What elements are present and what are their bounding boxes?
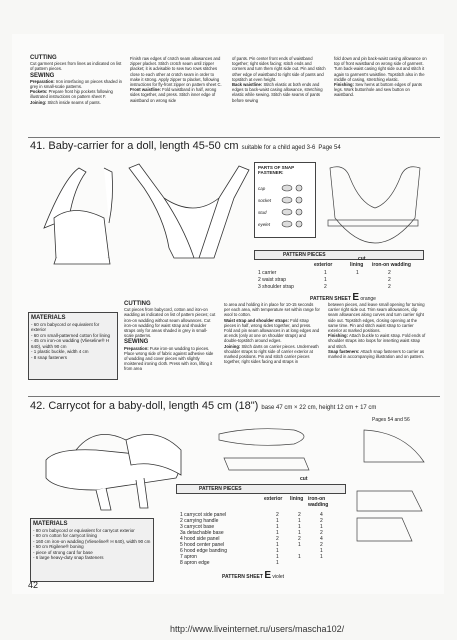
joining-text: Stitch inside seams of pants.	[47, 99, 101, 105]
s41-col-3	[224, 302, 320, 364]
page-number: 42	[28, 580, 39, 590]
pockets-label: Pockets:	[30, 89, 48, 95]
piece-exterior: 2	[324, 284, 327, 290]
s41-finishing-label: Finishing:	[328, 333, 349, 339]
carrier-illustration	[34, 158, 264, 268]
table-row	[180, 560, 344, 566]
top-col-3	[232, 56, 326, 103]
footer-url[interactable]: http://www.liveinternet.ru/users/mascha102/	[170, 624, 345, 634]
piece-lining: 1	[298, 554, 301, 560]
pattern-sheet-42-letter: E	[264, 570, 271, 581]
col-exterior-41: exterior	[314, 262, 333, 268]
col-lining-41: lining	[350, 262, 364, 268]
back-waistline-text: Stitch elastic at both ends and edges to back-waist casing allowance, stretching elastic while sewing. Stitch side seams of pants before sewing	[232, 82, 323, 103]
material-item: - 60 cm small-patterned cotton for lining	[31, 332, 111, 338]
divider-41	[28, 137, 440, 138]
top-col-1	[30, 56, 122, 105]
s41-cutting-text: Cut pieces from babycord, cotton and iron-on wadding as indicated on list of pattern pieces; cut iron-on wadding without seam allowances. Cut iron-on wadding for waist strap and shoulder straps only for areas shaded in grey in small-scale patterns.	[124, 307, 216, 339]
piece-label: 3 carrycot base	[180, 524, 215, 530]
piece-iron: 1	[320, 554, 323, 560]
col-iron-42: iron-on wadding	[308, 496, 329, 508]
s41-joining-text: Stitch darts on carrier pieces. Underneath shoulder straps to right side of carrier exterior at marked positions. Pin and stitch carrier pieces together, right sides facing and straps in	[224, 343, 319, 365]
material-item: - 1 plastic buckle, width 4 cm	[31, 349, 89, 354]
piece-label: 4 hood side panel	[180, 536, 220, 542]
materials-42-box	[30, 518, 154, 582]
s41-prep-text: Fuse iron-on wadding to pieces. Place wrong side of fabric against adhesive side of wadding and cover pieces with slightly moistened ironing cloth. Press with iron, lifting it from area	[124, 345, 214, 372]
piece-label: 1 carrier	[258, 270, 277, 276]
section-42-page-ref: Pages 54 and 56	[372, 417, 410, 423]
piece-iron: 2	[388, 270, 391, 276]
piece-label: 3a detachable base	[180, 530, 224, 536]
pattern-pieces-42-header	[176, 484, 346, 494]
pattern-pieces-41-title: PATTERN PIECES	[283, 252, 326, 258]
col3-text: of pants. Pin center front ends of waistband together; right sides facing; stitch ends and corners and turn them right side out. Pin and stitch other edge of waistband to right side of pants and topstitch at even height.	[232, 56, 326, 82]
top-instructions	[30, 56, 440, 136]
material-item: - 50 cm Rigilene® boning	[33, 544, 84, 549]
piece-lining: 1	[356, 270, 359, 276]
carrycot-illustration	[36, 420, 186, 512]
piece-lining: 1	[298, 542, 301, 548]
finishing-text: Sew hems at bottom edges of pants legs. Work buttonhole and sew button on waistband.	[334, 82, 422, 98]
s41-waist-label: Waist strap and shoulder straps:	[224, 317, 289, 323]
pattern-sheet-42	[222, 570, 284, 581]
section-42-heading: Carrycot for a baby-doll, length 45 cm (18")	[48, 400, 259, 412]
s41-snap-text: Attach snap fasteners to carrier as marked in accompanying illustration and on pattern.	[328, 348, 425, 360]
s41-finishing-text: Attach buckle to waist strap. Fold ends of shoulder straps into loops for inserting waist strap and stitch.	[328, 333, 426, 349]
sewing-heading: SEWING	[30, 72, 55, 79]
piece-label: 8 apron edge	[180, 560, 210, 566]
piece-exterior: 1	[276, 548, 279, 554]
material-item: - piece of strong card for base	[33, 549, 93, 555]
piece-label: 3 shoulder strap	[258, 284, 294, 290]
material-item: - 45 cm iron-on wadding (Vlieseline® H 640), width 90 cm	[31, 338, 110, 349]
piece-label: 1 carrycot side panel	[180, 512, 227, 518]
section-41-suffix: suitable for a child aged 3-6	[241, 145, 316, 151]
s41-sewing-heading: SEWING	[124, 339, 149, 346]
top-col-2	[130, 56, 224, 103]
s41-waist-text: Fold strap pieces in half, wrong sides together, and press. Fold and pin seam allowances in at long edges and at ends (only at one on shoulder straps) and double-topstitch around edges.	[224, 317, 320, 344]
front-waistline-label: Front waistline:	[130, 87, 161, 93]
table-row	[258, 284, 422, 290]
pattern-pieces-42-table	[180, 496, 344, 576]
piece-label: 5 hood center panel	[180, 542, 225, 548]
section-41-number: 41.	[30, 140, 46, 152]
piece-exterior: 1	[276, 554, 279, 560]
top-col-4	[334, 56, 430, 98]
material-item: - 60 cm babycord or equivalent for exterior	[31, 321, 100, 332]
pattern-sheet-41-label: PATTERN SHEET	[310, 296, 351, 302]
piece-iron: 2	[320, 518, 323, 524]
piece-lining: 2	[298, 512, 301, 518]
piece-iron: 1	[320, 548, 323, 554]
materials-41-title: MATERIALS	[31, 315, 66, 321]
snap-part-stud: stud	[258, 210, 267, 215]
col-iron-41: iron-on wadding	[372, 262, 411, 268]
pattern-sheet-41-color: orange	[360, 296, 376, 302]
material-item: - 80 cm babycord or equivalent for carrycot exterior	[33, 527, 135, 533]
s41-joining-label: Joining:	[224, 343, 241, 349]
s41-col4-text: between pieces, and leave small opening for turning carrier right side out. Trim seam allowances, clip seam allowances along curves and turn carrier right side out. Topstitch edges, closing opening at the same time. Pin and stitch waist strap to carrier exterior at marked positions.	[328, 302, 425, 334]
material-item: - 160 cm iron-on wadding (Vlieseline® H 640), width 90 cm	[33, 538, 151, 544]
piece-iron: 2	[388, 277, 391, 283]
table-row	[258, 270, 422, 276]
materials-41-box	[28, 312, 118, 380]
snap-part-cap: cap	[258, 186, 266, 191]
piece-label: 7 apron	[180, 554, 197, 560]
cut-label-41: cut	[358, 256, 366, 262]
piece-lining: 2	[298, 536, 301, 542]
section-41-page-ref: Page 54	[318, 145, 341, 151]
prep-text: Iron interfacing on pieces shaded in grey in small-scale patterns.	[30, 78, 122, 90]
piece-label: 6 hood edge banding	[180, 548, 227, 554]
section-42-suffix: base 47 cm × 22 cm, height 12 cm + 17 cm	[261, 405, 377, 411]
carrycot-pattern-diagram	[214, 422, 434, 482]
s41-snap-label: Snap fasteners:	[328, 348, 360, 354]
snap-fastener-title: PARTS OF SNAP FASTENER:	[258, 165, 295, 175]
pockets-text: Prepare front hip pockets following illustrated instructions on pattern sheet F.	[30, 89, 113, 100]
s41-cutting-heading: CUTTING	[124, 301, 151, 307]
section-41-title	[30, 140, 341, 152]
piece-iron: 4	[320, 536, 323, 542]
s41-col3-text: to area and holding it in place for 10-15 seconds per each area, with temperature set within range for wool to cotton.	[224, 302, 320, 318]
piece-label: 2 carrying handle	[180, 518, 219, 524]
table-row	[258, 277, 422, 283]
s41-col-4	[328, 302, 426, 359]
s41-prep-label: Preparation:	[124, 345, 149, 351]
prep-label: Preparation:	[30, 78, 55, 84]
section-42-title	[30, 400, 376, 412]
piece-exterior: 1	[276, 542, 279, 548]
pattern-pieces-41-header	[254, 250, 424, 260]
piece-iron: 4	[320, 512, 323, 518]
piece-iron: 2	[320, 530, 323, 536]
snap-part-socket: socket	[258, 198, 272, 203]
snap-parts-icons	[279, 183, 309, 233]
material-item: - 8 snap fasteners	[31, 354, 68, 360]
carrycot-pieces-diagram	[352, 486, 432, 556]
section-42-number: 42.	[30, 400, 46, 412]
carrier-pattern-diagram	[320, 158, 428, 250]
col-exterior-42: exterior	[264, 496, 283, 502]
pattern-sheet-42-color: violet	[272, 574, 285, 580]
materials-42-title: MATERIALS	[33, 521, 68, 527]
piece-lining: 1	[298, 524, 301, 530]
col-lining-42: lining	[290, 496, 304, 502]
col2-text: Finish raw edges of crotch seam allowances and zipper placket. Stitch crotch seam until zipper placket; it is advisable to sew two rows stitches close to each other at crotch seam in order to make it strong. Apply zipper to placket, following instructions for fly-front zipper on pattern sheet C.	[130, 56, 222, 88]
piece-lining: 1	[298, 530, 301, 536]
material-item: - 6 large heavy-duty snap fasteners	[33, 555, 104, 560]
material-item: - 80 cm cotton for carrycot lining	[33, 533, 98, 538]
piece-label: 2 waist strap	[258, 277, 287, 283]
section-41-heading: Baby-carrier for a doll, length 45-50 cm	[48, 140, 239, 152]
piece-iron: 2	[320, 542, 323, 548]
piece-exterior: 1	[276, 560, 279, 566]
pattern-sheet-41-letter: E	[352, 292, 359, 303]
joining-label: Joining:	[30, 99, 47, 105]
piece-exterior: 1	[324, 277, 327, 283]
col4-text: fold down and pin back-waist casing allowance on top of front waistband on wrong side of garment. Turn back-waist casing right side out and stitch it again to garment's waistline. Topstitch also in the middle of casing, stretching elastic.	[334, 56, 427, 82]
piece-exterior: 1	[276, 524, 279, 530]
pattern-sheet-42-label: PATTERN SHEET	[222, 574, 263, 580]
divider-42	[28, 396, 440, 397]
cut-label-42: cut	[300, 476, 308, 482]
piece-iron: 2	[388, 284, 391, 290]
piece-exterior: 1	[276, 518, 279, 524]
piece-exterior: 2	[276, 536, 279, 542]
piece-exterior: 1	[276, 530, 279, 536]
piece-lining: 1	[298, 518, 301, 524]
front-waistline-text: Fold waistband in half, wrong sides together, and press. Stitch inner edge of waistband on wrong side	[130, 87, 217, 103]
piece-exterior: 2	[276, 512, 279, 518]
piece-exterior: 1	[324, 270, 327, 276]
back-waistline-label: Back waistline:	[232, 82, 263, 88]
snap-fastener-box	[254, 162, 316, 238]
snap-part-eyelet: eyelet	[258, 222, 271, 227]
finishing-label: Finishing:	[334, 82, 355, 88]
piece-iron: 1	[320, 524, 323, 530]
pattern-pieces-42-title: PATTERN PIECES	[199, 486, 242, 492]
cutting-heading: CUTTING	[30, 55, 57, 61]
s41-col-2	[124, 302, 216, 372]
cutting-text: Cut garment pieces from lines as indicated on list of pattern pieces.	[30, 61, 122, 72]
